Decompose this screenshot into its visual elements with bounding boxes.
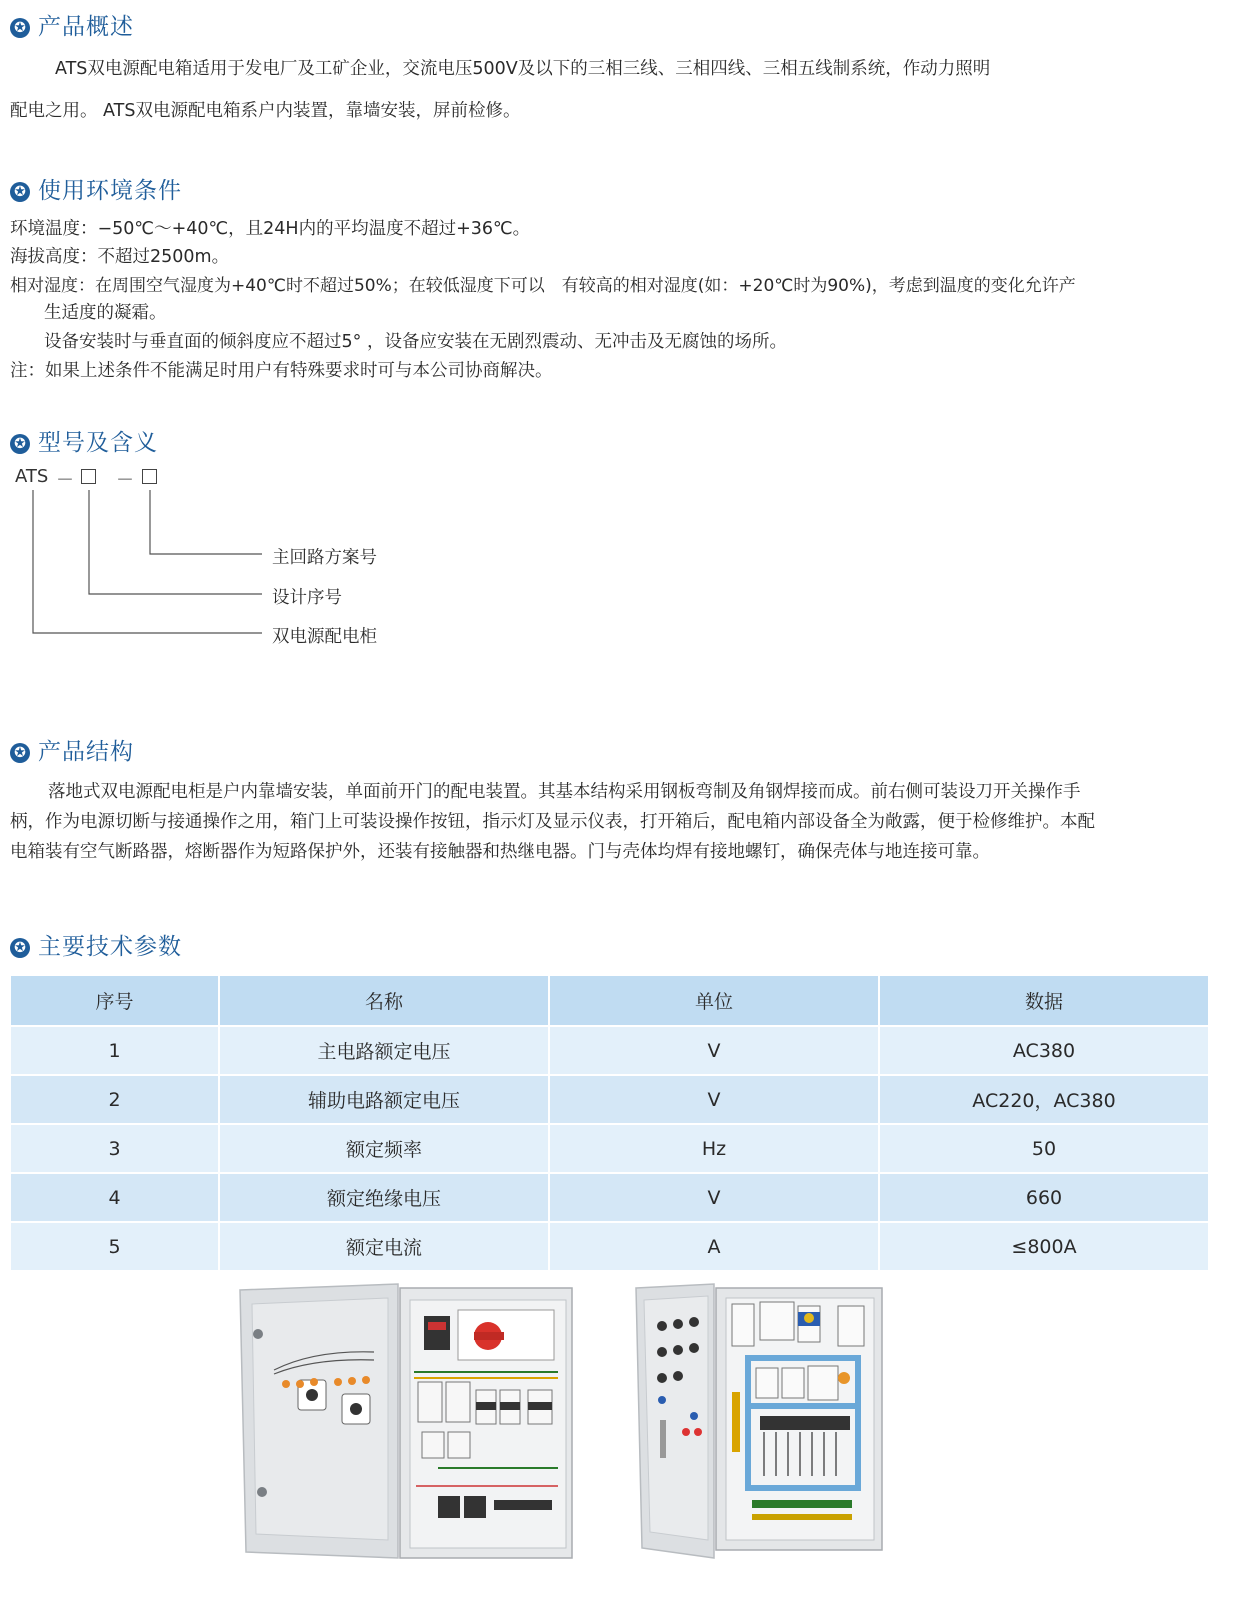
overview-line-2: 配电之用。 ATS双电源配电箱系户内装置，靠墙安装，屏前检修。 bbox=[10, 101, 521, 121]
star-circle-icon: ✪ bbox=[10, 18, 30, 38]
table-cell: V bbox=[549, 1026, 879, 1075]
table-header: 单位 bbox=[549, 976, 879, 1026]
table-row bbox=[11, 1124, 1208, 1173]
diagram-label-design: 设计序号 bbox=[272, 588, 342, 608]
env-line-5: 设备安装时与垂直面的倾斜度应不超过5° ，设备应安装在无剧烈震动、无冲击及无腐蚀的场所。 bbox=[44, 332, 787, 352]
structure-line-2: 柄，作为电源切断与接通操作之用，箱门上可装设操作按钮，指示灯及显示仪表，打开箱后，配电箱内部设备全为敞露，便于检修维护。本配 bbox=[10, 812, 1095, 832]
diagram-line-cabinet bbox=[33, 490, 262, 633]
model-diagram-lines bbox=[0, 0, 300, 660]
env-line-2: 海拔高度：不超过2500m。 bbox=[10, 247, 230, 267]
table-header: 名称 bbox=[219, 976, 549, 1026]
overview-line-1: ATS双电源配电箱适用于发电厂及工矿企业，交流电压500V及以下的三相三线、三相四线、三相五线制系统，作动力照明 bbox=[55, 59, 991, 79]
env-line-4: 生适度的凝霜。 bbox=[44, 303, 167, 323]
product-photo-cabinet-2 bbox=[632, 1282, 888, 1562]
model-code-dash: － bbox=[116, 470, 134, 491]
diagram-label-cabinet: 双电源配电柜 bbox=[272, 627, 377, 647]
model-code-dash: － bbox=[56, 470, 74, 491]
table-cell: 2 bbox=[11, 1075, 219, 1124]
table-header: 数据 bbox=[879, 976, 1208, 1026]
table-cell: 主电路额定电压 bbox=[219, 1026, 549, 1075]
table-header: 序号 bbox=[11, 976, 219, 1026]
structure-line-3: 电箱装有空气断路器，熔断器作为短路保护外，还装有接触器和热继电器。门与壳体均焊有接地螺钉，确保壳体与地连接可靠。 bbox=[10, 842, 990, 862]
env-line-3: 相对湿度：在周围空气湿度为+40℃时不超过50%；在较低湿度下可以 有较高的相对湿度(如：+20℃时为90%)，考虑到温度的变化允许产 bbox=[10, 276, 1076, 296]
model-code-prefix: ATS bbox=[15, 466, 49, 487]
star-circle-icon: ✪ bbox=[10, 434, 30, 454]
section-title: 型号及含义 bbox=[38, 430, 158, 456]
table-cell: 50 bbox=[879, 1124, 1208, 1173]
table-cell: V bbox=[549, 1075, 879, 1124]
table-cell: 辅助电路额定电压 bbox=[219, 1075, 549, 1124]
diagram-line-scheme bbox=[150, 490, 262, 554]
table-cell: ≤800A bbox=[879, 1222, 1208, 1270]
diagram-line-design bbox=[89, 490, 262, 594]
table-cell: 1 bbox=[11, 1026, 219, 1075]
params-table bbox=[11, 976, 1208, 1270]
table-row bbox=[11, 1222, 1208, 1270]
table-row bbox=[11, 1075, 1208, 1124]
table-cell: V bbox=[549, 1173, 879, 1222]
diagram-label-scheme: 主回路方案号 bbox=[272, 548, 377, 568]
structure-line-1: 落地式双电源配电柜是户内靠墙安装，单面前开门的配电装置。其基本结构采用钢板弯制及角钢焊接而成。前右侧可装设刀开关操作手 bbox=[48, 782, 1081, 802]
table-cell: A bbox=[549, 1222, 879, 1270]
table-header-row bbox=[11, 976, 1208, 1026]
table-cell: 5 bbox=[11, 1222, 219, 1270]
table-row bbox=[11, 1026, 1208, 1075]
star-circle-icon: ✪ bbox=[10, 182, 30, 202]
product-photo-cabinet-1 bbox=[238, 1282, 578, 1562]
section-title: 使用环境条件 bbox=[38, 178, 182, 204]
table-cell: Hz bbox=[549, 1124, 879, 1173]
section-heading-structure bbox=[10, 733, 134, 766]
section-title: 主要技术参数 bbox=[38, 934, 182, 960]
env-line-1: 环境温度：−50℃～+40℃，且24H内的平均温度不超过+36℃。 bbox=[10, 219, 531, 239]
table-cell: 额定电流 bbox=[219, 1222, 549, 1270]
env-line-6: 注：如果上述条件不能满足时用户有特殊要求时可与本公司协商解决。 bbox=[10, 361, 553, 381]
table-cell: 额定绝缘电压 bbox=[219, 1173, 549, 1222]
section-heading-params bbox=[10, 928, 182, 961]
section-title: 产品结构 bbox=[38, 739, 134, 765]
star-circle-icon: ✪ bbox=[10, 938, 30, 958]
table-cell: 额定频率 bbox=[219, 1124, 549, 1173]
table-cell: 3 bbox=[11, 1124, 219, 1173]
table-cell: 660 bbox=[879, 1173, 1208, 1222]
table-cell: AC220，AC380 bbox=[879, 1075, 1208, 1124]
table-row bbox=[11, 1173, 1208, 1222]
table-cell: AC380 bbox=[879, 1026, 1208, 1075]
table-cell: 4 bbox=[11, 1173, 219, 1222]
star-circle-icon: ✪ bbox=[10, 743, 30, 763]
section-title: 产品概述 bbox=[38, 14, 134, 40]
